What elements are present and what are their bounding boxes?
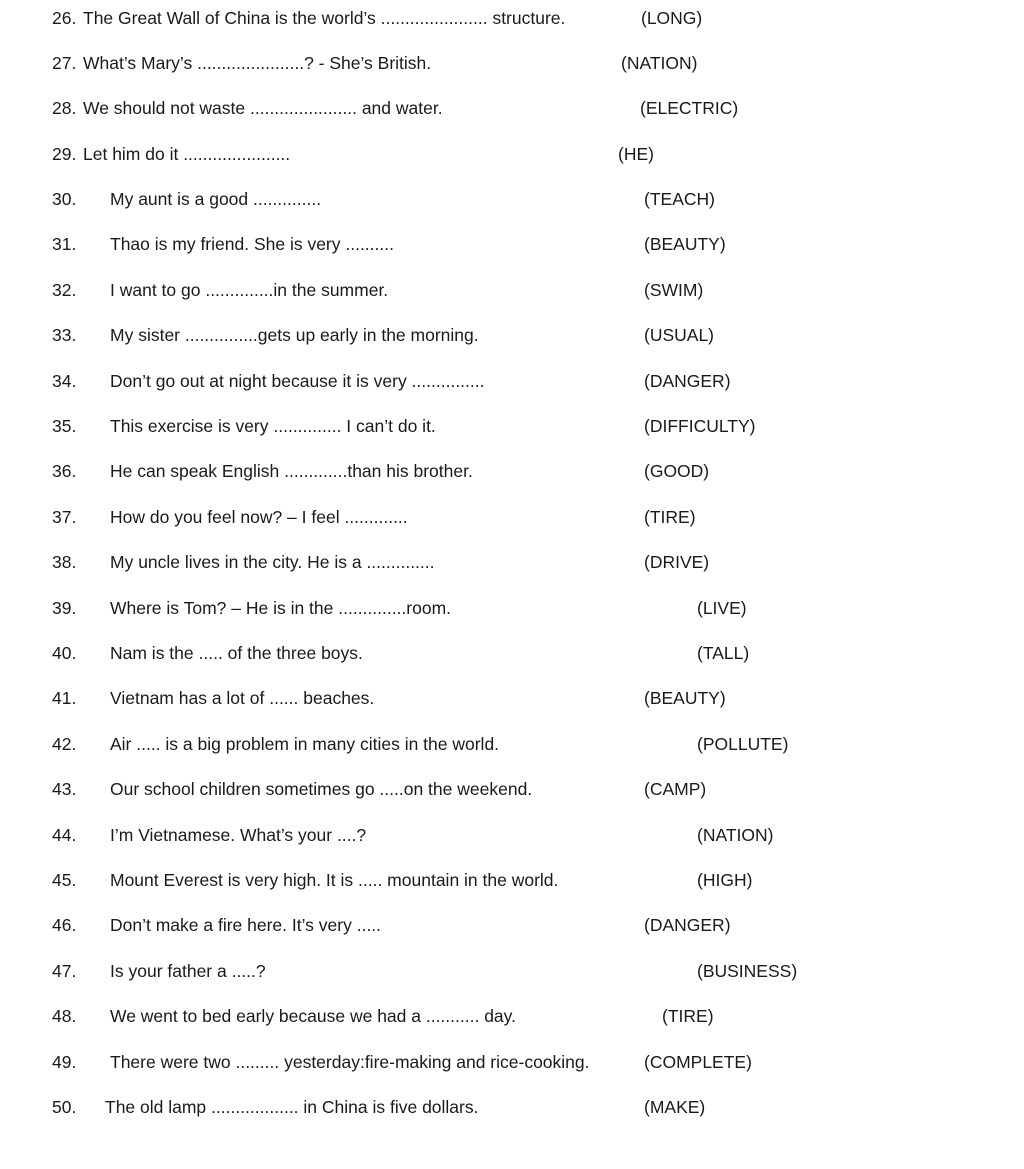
- item-sentence: Let him do it ......................: [83, 144, 291, 164]
- item-number: 33.: [52, 325, 77, 345]
- item-hint: (NATION): [697, 825, 774, 845]
- item-sentence: Where is Tom? – He is in the ..............room.: [110, 598, 452, 618]
- exercise-item: [0, 774, 1024, 804]
- exercise-item: [0, 593, 1024, 623]
- item-number: 44.: [52, 825, 77, 845]
- item-sentence: Don’t make a fire here. It’s very .....: [110, 915, 382, 935]
- item-sentence: We should not waste ...................... and water.: [83, 98, 443, 118]
- item-sentence: Don’t go out at night because it is very ...............: [110, 371, 485, 391]
- exercise-item: [0, 502, 1024, 532]
- exercise-item: [0, 1047, 1024, 1077]
- item-hint: (TIRE): [644, 507, 696, 527]
- exercise-item: [0, 275, 1024, 305]
- item-number: 41.: [52, 688, 77, 708]
- exercise-item: [0, 638, 1024, 668]
- item-number: 35.: [52, 416, 77, 436]
- exercise-item: [0, 184, 1024, 214]
- item-number: 36.: [52, 461, 77, 481]
- item-number: 46.: [52, 915, 77, 935]
- item-number: 28.: [52, 98, 77, 118]
- item-sentence: My sister ...............gets up early in the morning.: [110, 325, 479, 345]
- item-number: 27.: [52, 53, 77, 73]
- item-number: 26.: [52, 8, 77, 28]
- item-sentence: This exercise is very .............. I can’t do it.: [110, 416, 436, 436]
- exercise-item: [0, 48, 1024, 78]
- item-sentence: How do you feel now? – I feel .............: [110, 507, 408, 527]
- item-number: 37.: [52, 507, 77, 527]
- item-sentence: Is your father a .....?: [110, 961, 266, 981]
- item-sentence: The Great Wall of China is the world’s ...................... structure.: [83, 8, 566, 28]
- item-hint: (COMPLETE): [644, 1052, 752, 1072]
- item-sentence: My aunt is a good ..............: [110, 189, 322, 209]
- item-sentence: We went to bed early because we had a ........... day.: [110, 1006, 516, 1026]
- item-number: 34.: [52, 371, 77, 391]
- exercise-item: [0, 820, 1024, 850]
- item-hint: (LONG): [641, 8, 703, 28]
- item-number: 32.: [52, 280, 77, 300]
- item-number: 29.: [52, 144, 77, 164]
- exercise-item: [0, 865, 1024, 895]
- exercise-item: [0, 320, 1024, 350]
- item-hint: (HIGH): [697, 870, 753, 890]
- item-hint: (DIFFICULTY): [644, 416, 756, 436]
- item-sentence: The old lamp .................. in China is five dollars.: [105, 1097, 479, 1117]
- item-sentence: Thao is my friend. She is very ..........: [110, 234, 394, 254]
- item-hint: (DRIVE): [644, 552, 710, 572]
- item-number: 48.: [52, 1006, 77, 1026]
- item-sentence: Our school children sometimes go .....on the weekend.: [110, 779, 533, 799]
- item-number: 47.: [52, 961, 77, 981]
- exercise-item: [0, 729, 1024, 759]
- item-number: 43.: [52, 779, 77, 799]
- exercise-item: [0, 93, 1024, 123]
- item-hint: (ELECTRIC): [640, 98, 739, 118]
- item-number: 31.: [52, 234, 77, 254]
- item-hint: (GOOD): [644, 461, 710, 481]
- item-hint: (LIVE): [697, 598, 747, 618]
- item-number: 30.: [52, 189, 77, 209]
- item-hint: (USUAL): [644, 325, 715, 345]
- exercise-item: [0, 456, 1024, 486]
- exercise-item: [0, 956, 1024, 986]
- item-hint: (POLLUTE): [697, 734, 789, 754]
- item-sentence: My uncle lives in the city. He is a ..............: [110, 552, 435, 572]
- item-number: 40.: [52, 643, 77, 663]
- exercise-item: [0, 547, 1024, 577]
- item-sentence: I want to go ..............in the summer.: [110, 280, 389, 300]
- item-hint: (BEAUTY): [644, 234, 726, 254]
- item-sentence: Air ..... is a big problem in many cities in the world.: [110, 734, 500, 754]
- item-hint: (CAMP): [644, 779, 707, 799]
- item-hint: (HE): [618, 144, 654, 164]
- item-hint: (NATION): [621, 53, 698, 73]
- item-sentence: Nam is the ..... of the three boys.: [110, 643, 363, 663]
- item-number: 50.: [52, 1097, 77, 1117]
- item-number: 39.: [52, 598, 77, 618]
- item-sentence: I’m Vietnamese. What’s your ....?: [110, 825, 367, 845]
- exercise-item: [0, 910, 1024, 940]
- item-sentence: There were two ......... yesterday:fire-making and rice-cooking.: [110, 1052, 590, 1072]
- exercise-item: [0, 3, 1024, 33]
- exercise-item: [0, 1001, 1024, 1031]
- exercise-item: [0, 411, 1024, 441]
- item-hint: (DANGER): [644, 915, 731, 935]
- item-sentence: Vietnam has a lot of ...... beaches.: [110, 688, 375, 708]
- item-hint: (TEACH): [644, 189, 715, 209]
- exercise-item: [0, 683, 1024, 713]
- item-number: 45.: [52, 870, 77, 890]
- item-hint: (TIRE): [662, 1006, 714, 1026]
- item-number: 42.: [52, 734, 77, 754]
- item-number: 38.: [52, 552, 77, 572]
- exercise-item: [0, 139, 1024, 169]
- exercise-item: [0, 229, 1024, 259]
- item-hint: (DANGER): [644, 371, 731, 391]
- exercise-item: [0, 366, 1024, 396]
- item-hint: (BEAUTY): [644, 688, 726, 708]
- item-hint: (BUSINESS): [697, 961, 798, 981]
- exercise-item: [0, 1092, 1024, 1122]
- item-hint: (SWIM): [644, 280, 704, 300]
- item-hint: (MAKE): [644, 1097, 706, 1117]
- item-hint: (TALL): [697, 643, 750, 663]
- item-number: 49.: [52, 1052, 77, 1072]
- item-sentence: He can speak English .............than his brother.: [110, 461, 473, 481]
- item-sentence: What’s Mary’s ......................? - She’s British.: [83, 53, 432, 73]
- item-sentence: Mount Everest is very high. It is ..... mountain in the world.: [110, 870, 559, 890]
